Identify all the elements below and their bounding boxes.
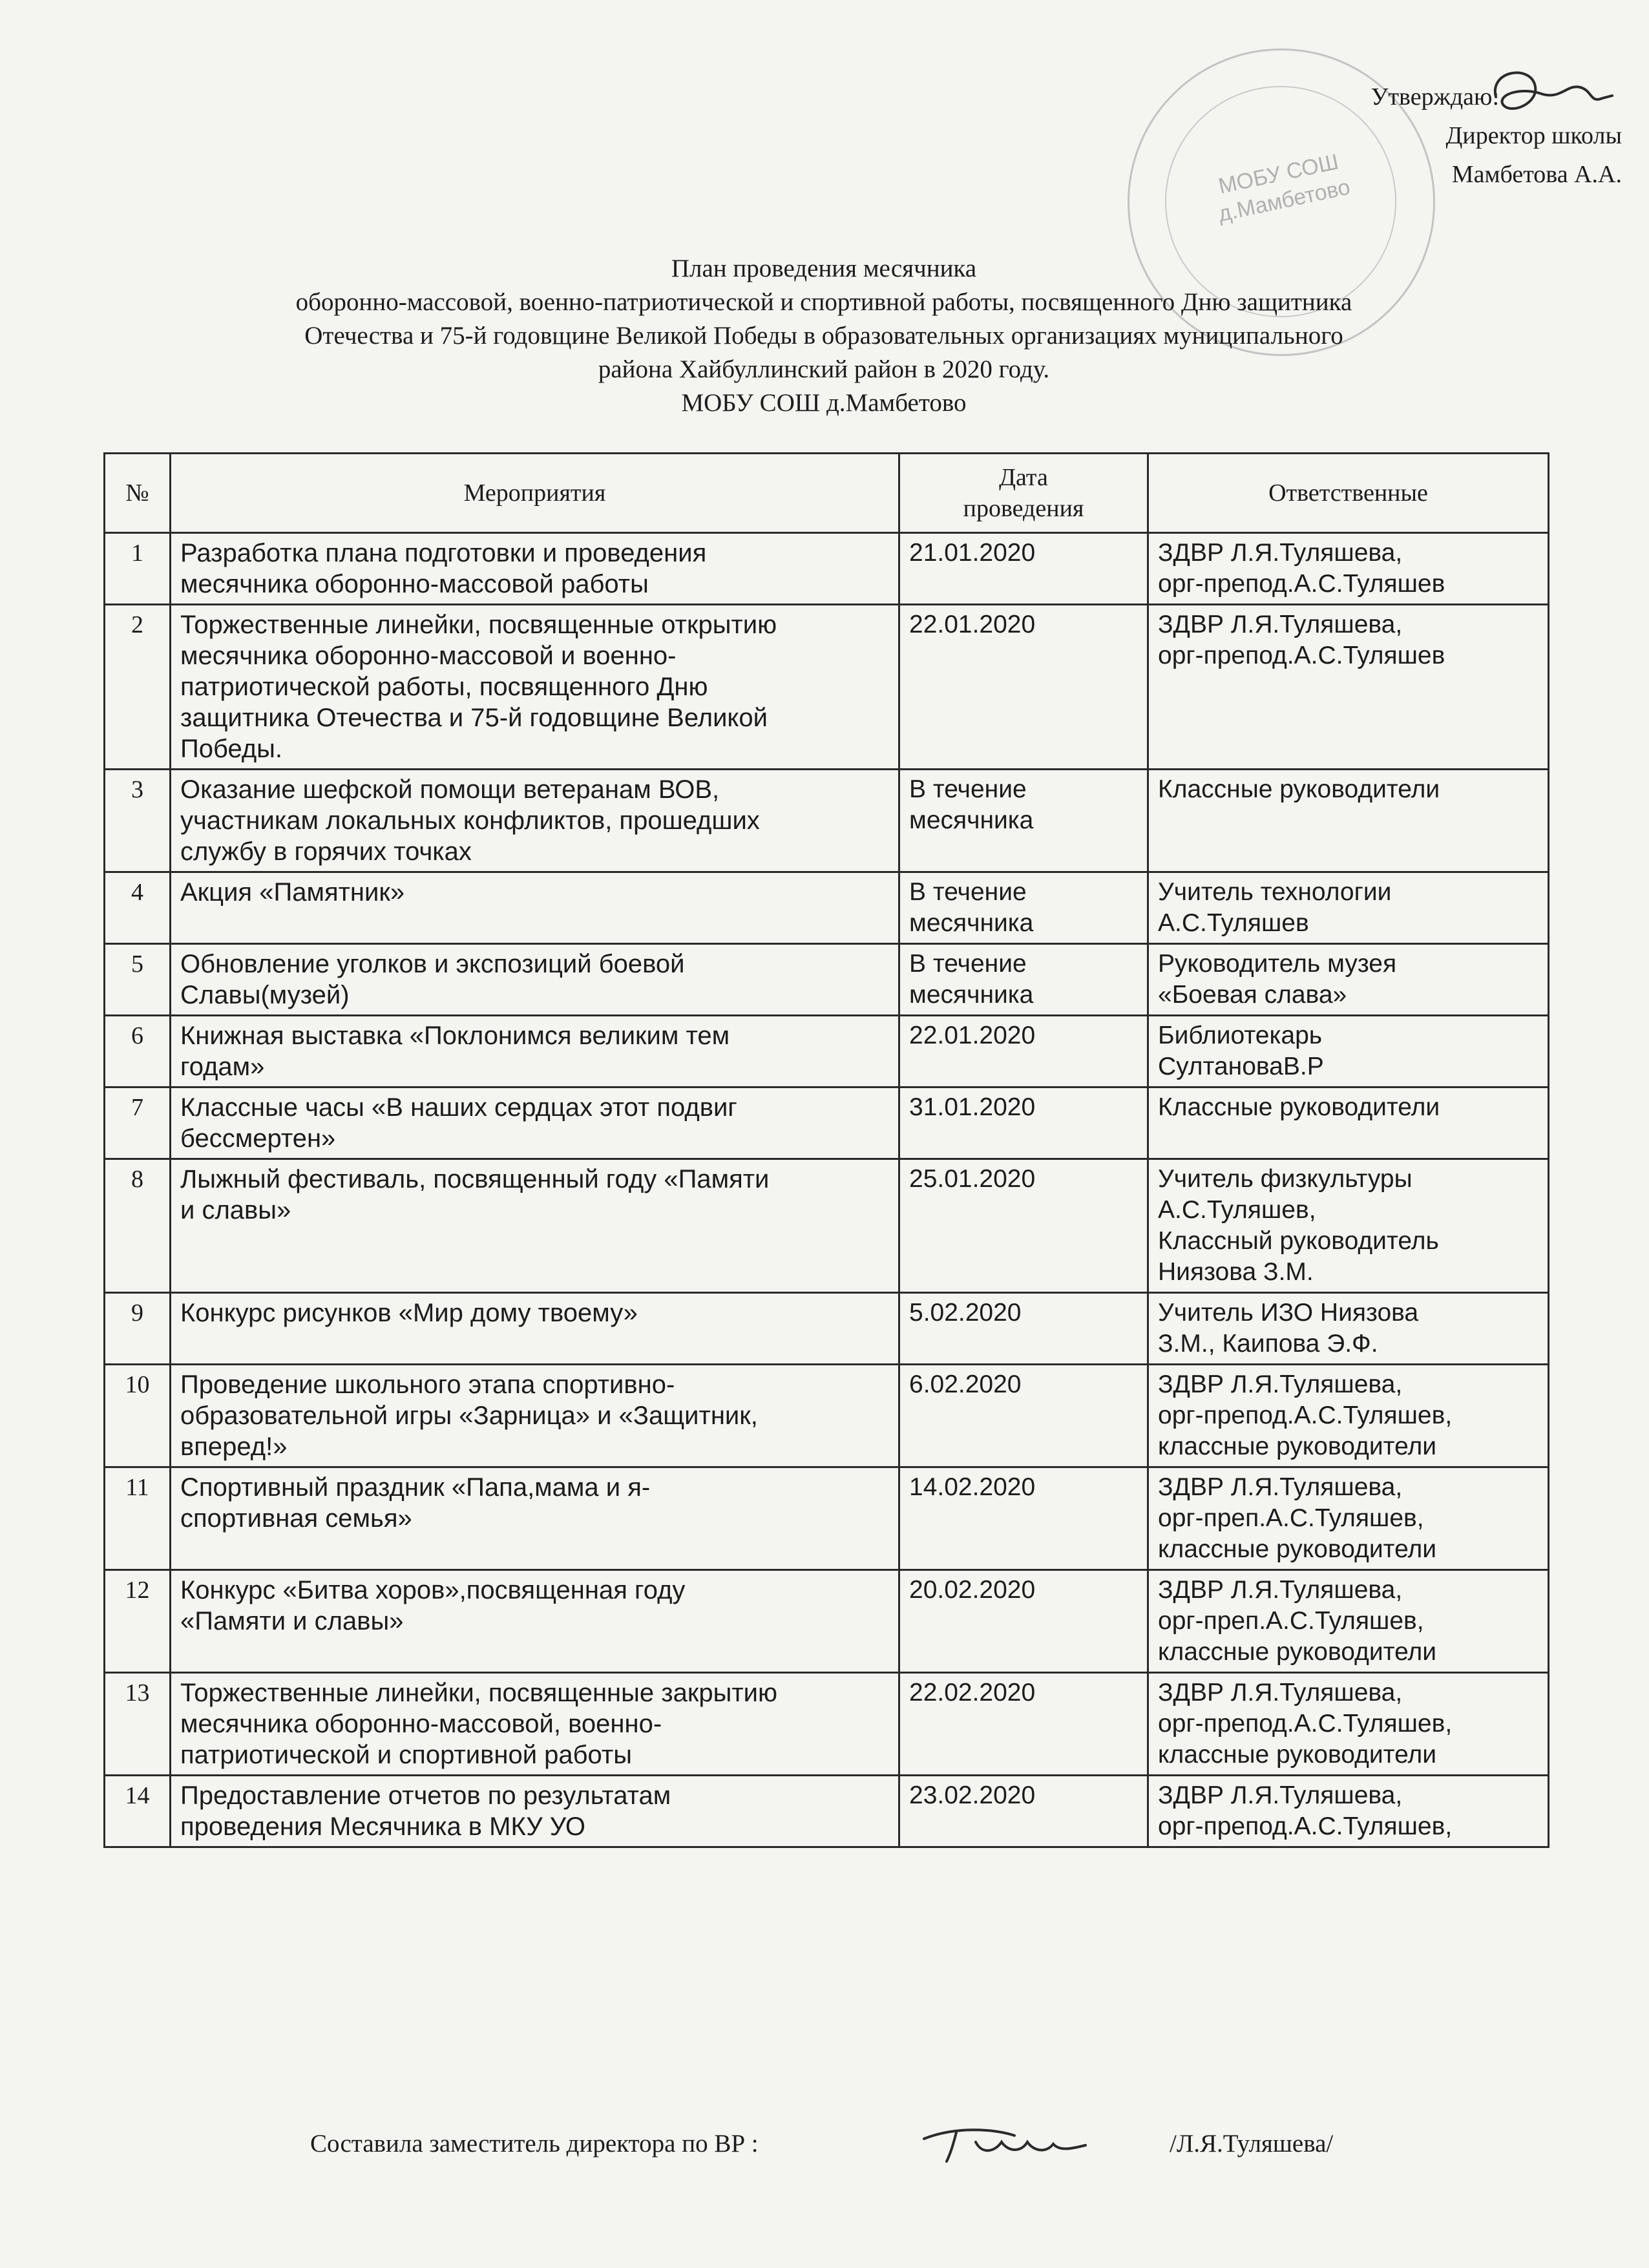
date-line: В течение bbox=[909, 878, 1027, 906]
responsible-cell bbox=[1148, 1016, 1549, 1087]
responsible-line: ЗДВР Л.Я.Туляшева, bbox=[1158, 539, 1403, 567]
row-number: 2 bbox=[105, 605, 171, 770]
date-line: В течение bbox=[909, 950, 1027, 978]
table-row bbox=[105, 533, 1549, 605]
responsible-cell bbox=[1148, 533, 1549, 605]
row-number: 9 bbox=[105, 1293, 171, 1365]
event-line: Торжественные линейки, посвященные открытию bbox=[180, 611, 777, 639]
table-row bbox=[105, 1570, 1549, 1673]
event-line: годам» bbox=[180, 1053, 265, 1081]
table-row bbox=[105, 605, 1549, 770]
responsible-line: ЗДВР Л.Я.Туляшева, bbox=[1158, 611, 1403, 638]
event-cell bbox=[171, 1673, 899, 1776]
row-number: 14 bbox=[105, 1776, 171, 1847]
date-cell bbox=[899, 605, 1148, 770]
date-cell bbox=[899, 1016, 1148, 1087]
responsible-line: Ниязова З.М. bbox=[1158, 1258, 1314, 1286]
responsible-line: Учитель технологии bbox=[1158, 878, 1392, 906]
row-number: 8 bbox=[105, 1159, 171, 1293]
event-cell bbox=[171, 872, 899, 944]
responsible-line: классные руководители bbox=[1158, 1535, 1436, 1563]
table-row bbox=[105, 1087, 1549, 1159]
event-line: Классные часы «В наших сердцах этот подвиг bbox=[180, 1093, 737, 1122]
date-cell bbox=[899, 1087, 1148, 1159]
table-header-row bbox=[105, 454, 1549, 533]
table-row bbox=[105, 872, 1549, 944]
date-cell bbox=[899, 1365, 1148, 1467]
event-line: бессмертен» bbox=[180, 1124, 336, 1153]
row-number: 3 bbox=[105, 770, 171, 872]
responsible-line: орг-препод.А.С.Туляшев bbox=[1158, 642, 1445, 669]
responsible-cell bbox=[1148, 1365, 1549, 1467]
stamp-text: МОБУ СОШ д.Мамбетово bbox=[1215, 149, 1352, 227]
responsible-cell bbox=[1148, 1673, 1549, 1776]
event-line: образовательной игры «Зарница» и «Защитник, bbox=[180, 1402, 758, 1430]
event-cell bbox=[171, 1467, 899, 1570]
event-line: «Памяти и славы» bbox=[180, 1607, 404, 1635]
row-number: 13 bbox=[105, 1673, 171, 1776]
responsible-cell bbox=[1148, 944, 1549, 1016]
table-body bbox=[105, 533, 1549, 1847]
responsible-line: орг-преп.А.С.Туляшев, bbox=[1158, 1607, 1424, 1635]
row-number: 4 bbox=[105, 872, 171, 944]
event-line: Лыжный фестиваль, посвященный году «Памяти bbox=[180, 1165, 770, 1193]
table-row bbox=[105, 1673, 1549, 1776]
event-line: участникам локальных конфликтов, прошедших bbox=[180, 806, 760, 835]
compiled-by-name: /Л.Я.Туляшева/ bbox=[1170, 2130, 1334, 2158]
responsible-line: классные руководители bbox=[1158, 1638, 1436, 1666]
event-line: Славы(музей) bbox=[180, 981, 350, 1009]
event-cell bbox=[171, 1016, 899, 1087]
responsible-line: ЗДВР Л.Я.Туляшева, bbox=[1158, 1473, 1403, 1501]
row-number: 12 bbox=[105, 1570, 171, 1673]
responsible-line: Руководитель музея bbox=[1158, 950, 1397, 978]
approval-name: Мамбетова А.А. bbox=[1451, 161, 1622, 188]
date-cell bbox=[899, 1570, 1148, 1673]
date-line: 23.02.2020 bbox=[909, 1781, 1036, 1809]
date-line: 22.02.2020 bbox=[909, 1679, 1036, 1706]
header-date-line-1: Дата bbox=[999, 464, 1048, 491]
row-number: 7 bbox=[105, 1087, 171, 1159]
event-line: патриотической и спортивной работы bbox=[180, 1741, 632, 1769]
date-line: 21.01.2020 bbox=[909, 539, 1036, 567]
responsible-line: ЗДВР Л.Я.Туляшева, bbox=[1158, 1679, 1403, 1706]
title-line-5: МОБУ СОШ д.Мамбетово bbox=[681, 389, 967, 417]
event-line: Акция «Памятник» bbox=[180, 878, 405, 907]
responsible-cell bbox=[1148, 1570, 1549, 1673]
responsible-line: ЗДВР Л.Я.Туляшева, bbox=[1158, 1370, 1403, 1398]
date-line: 25.01.2020 bbox=[909, 1165, 1036, 1193]
responsible-cell bbox=[1148, 1293, 1549, 1365]
header-responsible: Ответственные bbox=[1148, 454, 1549, 533]
responsible-line: А.С.Туляшев, bbox=[1158, 1196, 1316, 1224]
event-line: Книжная выставка «Поклонимся великим тем bbox=[180, 1022, 730, 1050]
header-date-line-2: проведения bbox=[963, 495, 1084, 522]
date-cell bbox=[899, 1159, 1148, 1293]
document-title bbox=[97, 252, 1551, 420]
date-cell bbox=[899, 533, 1148, 605]
date-line: 22.01.2020 bbox=[909, 611, 1036, 638]
table-row bbox=[105, 770, 1549, 872]
table-row bbox=[105, 1159, 1549, 1293]
date-line: месячника bbox=[909, 981, 1034, 1009]
event-line: Оказание шефской помощи ветеранам ВОВ, bbox=[180, 775, 720, 804]
date-line: 14.02.2020 bbox=[909, 1473, 1036, 1501]
event-line: месячника оборонно-массовой работы bbox=[180, 570, 649, 598]
responsible-line: А.С.Туляшев bbox=[1158, 909, 1309, 937]
responsible-line: ЗДВР Л.Я.Туляшева, bbox=[1158, 1781, 1403, 1809]
date-line: месячника bbox=[909, 909, 1034, 937]
event-line: и славы» bbox=[180, 1196, 291, 1224]
event-cell bbox=[171, 605, 899, 770]
table-row bbox=[105, 1293, 1549, 1365]
table-row bbox=[105, 1365, 1549, 1467]
event-line: Обновление уголков и экспозиций боевой bbox=[180, 950, 685, 978]
event-line: патриотической работы, посвященного Дню bbox=[180, 673, 708, 701]
event-line: месячника оборонно-массовой и военно- bbox=[180, 642, 677, 670]
date-cell bbox=[899, 872, 1148, 944]
event-cell bbox=[171, 533, 899, 605]
responsible-line: орг-препод.А.С.Туляшев, bbox=[1158, 1812, 1453, 1840]
event-line: службу в горячих точках bbox=[180, 837, 472, 866]
table-row bbox=[105, 1016, 1549, 1087]
event-line: защитника Отечества и 75-й годовщине Великой bbox=[180, 704, 768, 732]
title-line-1: План проведения месячника bbox=[671, 255, 977, 282]
event-line: Спортивный праздник «Папа,мама и я- bbox=[180, 1473, 651, 1502]
responsible-cell bbox=[1148, 605, 1549, 770]
row-number: 11 bbox=[105, 1467, 171, 1570]
responsible-line: СултановаВ.Р bbox=[1158, 1053, 1324, 1080]
responsible-cell bbox=[1148, 770, 1549, 872]
responsible-line: «Боевая слава» bbox=[1158, 981, 1347, 1009]
event-line: Предоставление отчетов по результатам bbox=[180, 1781, 671, 1810]
approval-label: Утверждаю: bbox=[1371, 83, 1499, 110]
event-cell bbox=[171, 770, 899, 872]
row-number: 1 bbox=[105, 533, 171, 605]
responsible-line: орг-препод.А.С.Туляшев, bbox=[1158, 1402, 1453, 1429]
responsible-line: Учитель ИЗО Ниязова bbox=[1158, 1299, 1419, 1327]
responsible-line: З.М., Каипова Э.Ф. bbox=[1158, 1330, 1378, 1358]
date-cell bbox=[899, 944, 1148, 1016]
responsible-line: орг-преп.А.С.Туляшев, bbox=[1158, 1504, 1424, 1532]
header-date bbox=[899, 454, 1148, 533]
responsible-cell bbox=[1148, 872, 1549, 944]
title-line-2: оборонно-массовой, военно-патриотической и спортивной работы, посвященного Дню защитника bbox=[295, 288, 1352, 316]
event-line: Конкурс «Битва хоров»,посвященная году bbox=[180, 1576, 686, 1604]
event-cell bbox=[171, 1570, 899, 1673]
date-line: В течение bbox=[909, 775, 1027, 803]
plan-table bbox=[103, 452, 1549, 1848]
responsible-line: классные руководители bbox=[1158, 1741, 1436, 1769]
event-line: Разработка плана подготовки и проведения bbox=[180, 539, 707, 567]
event-cell bbox=[171, 1293, 899, 1365]
date-line: 31.01.2020 bbox=[909, 1093, 1036, 1121]
date-cell bbox=[899, 1467, 1148, 1570]
responsible-line: Библиотекарь bbox=[1158, 1022, 1323, 1049]
responsible-line: Учитель физкультуры bbox=[1158, 1165, 1413, 1193]
date-cell bbox=[899, 1673, 1148, 1776]
date-line: 22.01.2020 bbox=[909, 1022, 1036, 1049]
event-cell bbox=[171, 1776, 899, 1847]
responsible-line: ЗДВР Л.Я.Туляшева, bbox=[1158, 1576, 1403, 1604]
event-line: Победы. bbox=[180, 735, 283, 763]
responsible-cell bbox=[1148, 1467, 1549, 1570]
event-line: проведения Месячника в МКУ УО bbox=[180, 1812, 585, 1841]
date-line: месячника bbox=[909, 806, 1034, 834]
event-line: Проведение школьного этапа спортивно- bbox=[180, 1370, 675, 1399]
date-line: 5.02.2020 bbox=[909, 1299, 1022, 1327]
row-number: 5 bbox=[105, 944, 171, 1016]
event-cell bbox=[171, 944, 899, 1016]
row-number: 6 bbox=[105, 1016, 171, 1087]
responsible-line: орг-препод.А.С.Туляшев, bbox=[1158, 1710, 1453, 1738]
date-cell bbox=[899, 1776, 1148, 1847]
event-cell bbox=[171, 1159, 899, 1293]
responsible-cell bbox=[1148, 1087, 1549, 1159]
header-event: Мероприятия bbox=[171, 454, 899, 533]
date-line: 6.02.2020 bbox=[909, 1370, 1022, 1398]
responsible-line: Классные руководители bbox=[1158, 775, 1440, 803]
event-line: месячника оборонно-массовой, военно- bbox=[180, 1710, 662, 1738]
director-signature bbox=[1483, 58, 1619, 129]
responsible-line: Классный руководитель bbox=[1158, 1227, 1439, 1255]
approval-position: Директор школы bbox=[1445, 122, 1622, 149]
date-line: 20.02.2020 bbox=[909, 1576, 1036, 1604]
date-cell bbox=[899, 770, 1148, 872]
event-cell bbox=[171, 1365, 899, 1467]
date-cell bbox=[899, 1293, 1148, 1365]
deputy-signature bbox=[918, 2113, 1111, 2171]
event-line: Торжественные линейки, посвященные закрытию bbox=[180, 1679, 778, 1707]
responsible-line: Классные руководители bbox=[1158, 1093, 1440, 1121]
event-line: спортивная семья» bbox=[180, 1504, 412, 1533]
event-line: вперед!» bbox=[180, 1433, 288, 1461]
title-line-3: Отечества и 75-й годовщине Великой Победы в образовательных организациях муниципального bbox=[304, 322, 1343, 350]
event-line: Конкурс рисунков «Мир дому твоему» bbox=[180, 1299, 638, 1327]
table-row bbox=[105, 1776, 1549, 1847]
compiled-by-label: Составила заместитель директора по ВР : bbox=[310, 2130, 759, 2158]
responsible-cell bbox=[1148, 1159, 1549, 1293]
responsible-line: орг-препод.А.С.Туляшев bbox=[1158, 570, 1445, 598]
responsible-cell bbox=[1148, 1776, 1549, 1847]
event-cell bbox=[171, 1087, 899, 1159]
header-num: № bbox=[105, 454, 171, 533]
table-row bbox=[105, 1467, 1549, 1570]
table-row bbox=[105, 944, 1549, 1016]
responsible-line: классные руководители bbox=[1158, 1433, 1436, 1460]
title-line-4: района Хайбуллинский район в 2020 году. bbox=[598, 355, 1050, 383]
row-number: 10 bbox=[105, 1365, 171, 1467]
